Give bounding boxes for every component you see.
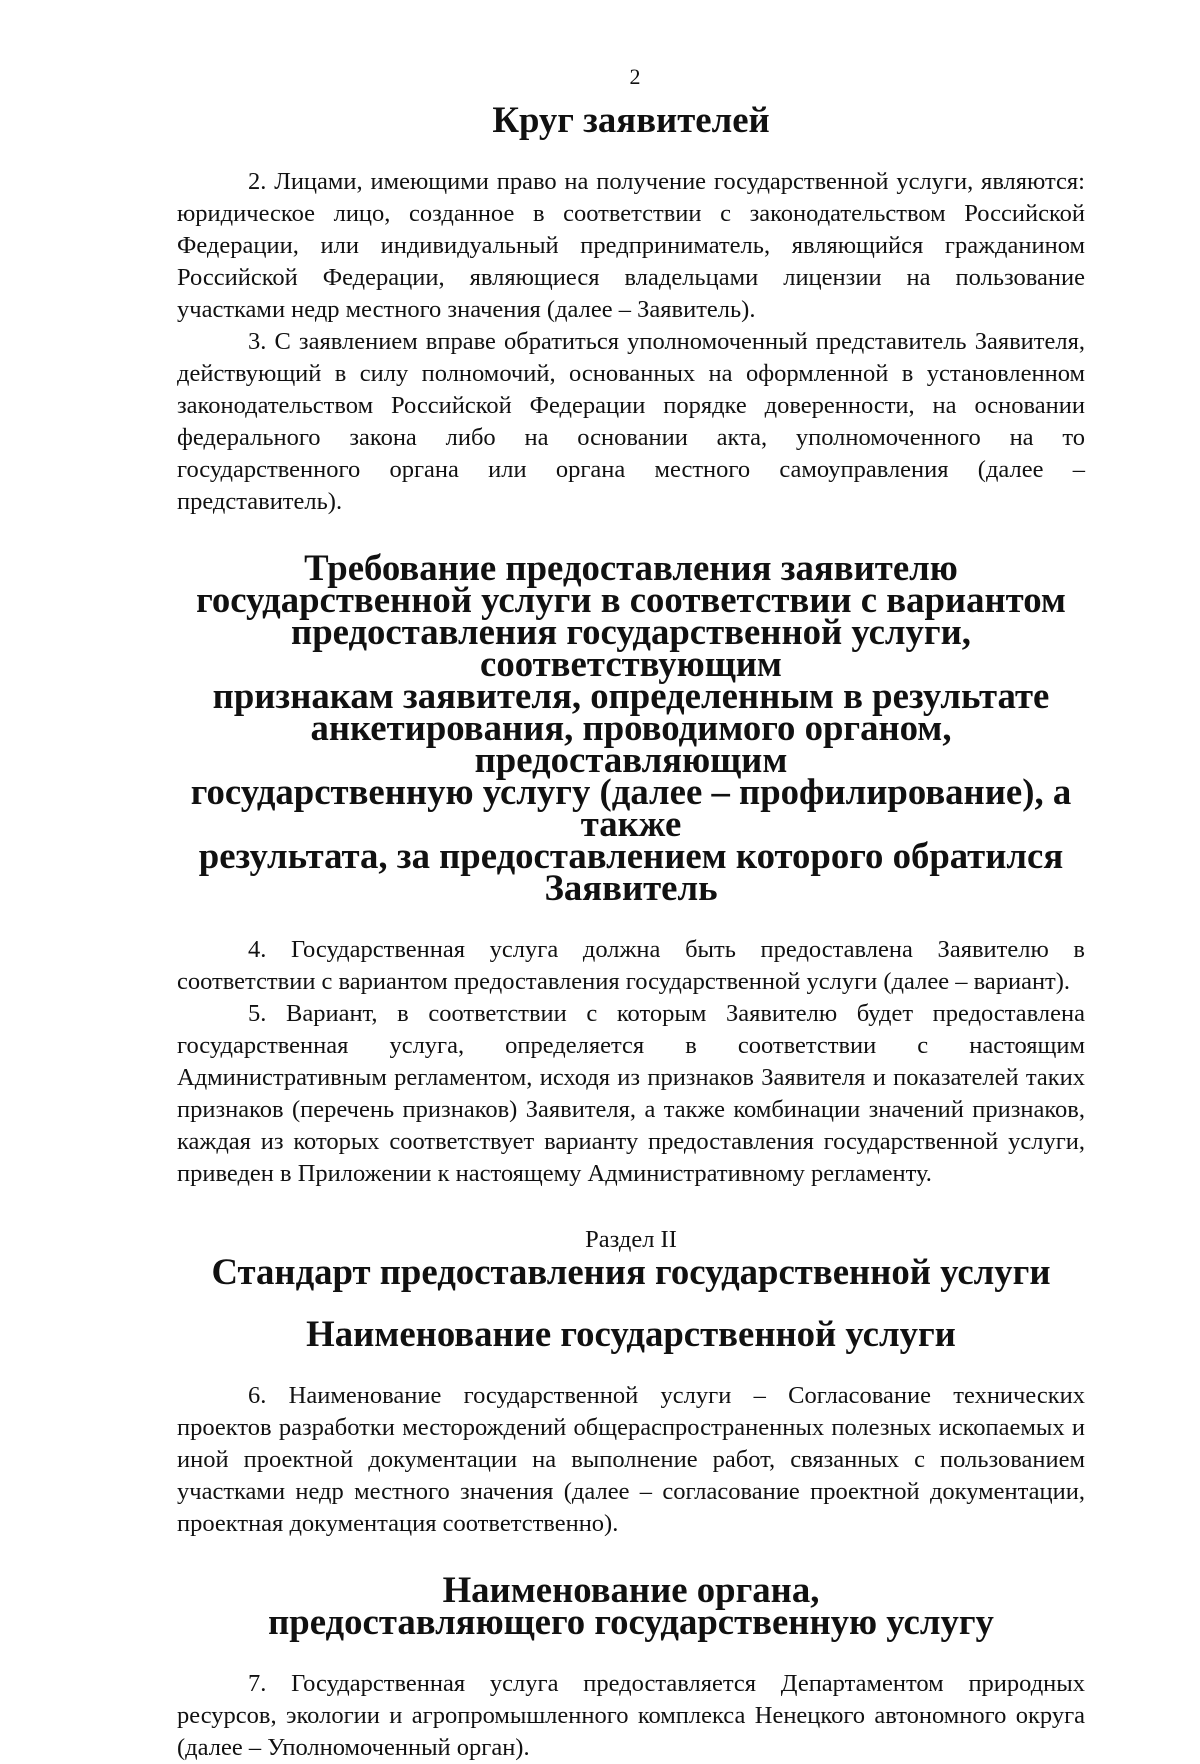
heading-authority-line: предоставляющего государственную услугу [268,1601,994,1642]
heading-requirement-line: предоставления государственной услуги, соответствующим [291,611,971,684]
heading-requirement-line: анкетирования, проводимого органом, предоставляющим [310,707,952,780]
paragraph-5: 5. Вариант, в соответствии с которым Заявителю будет предоставлена государственная услуга, определяется в соответствии с настоящим Административным регламентом, исходя из признаков Заявителя и показателей таких признаков (перечень признаков) Заявителя, а также комбинации значений признаков, каждая из которых соответствует варианту предоставления государственной услуги, приведен в Приложении к настоящему Административному регламенту. [177,1000,1085,1187]
heading-requirement-line: результата, за предоставлением которого обратился Заявитель [198,835,1064,908]
heading-authority [177,1569,1085,1642]
section-label: Раздел II [585,1226,677,1253]
heading-requirement-line: государственную услугу (далее – профилирование), а также [190,771,1072,844]
section-title: Стандарт предоставления государственной услуги [211,1251,1051,1292]
paragraph-4: 4. Государственная услуга должна быть предоставлена Заявителю в соответствии с вариантом предоставления государственной услуги (далее – вариант). [177,936,1085,995]
paragraph-6: 6. Наименование государственной услуги – Согласование технических проектов разработки месторождений общераспространенных полезных ископаемых и иной проектной документации на выполнение работ, связанных с пользованием участками недр местного значения (далее – согласование проектной документации, проектная документация соответственно). [177,1382,1085,1537]
heading-requirement-line: признакам заявителя, определенным в результате [212,675,1050,716]
paragraph-3: 3. С заявлением вправе обратиться уполномоченный представитель Заявителя, действующий в силу полномочий, основанных на оформленной в установленном законодательством Российской Федерации порядке доверенности, на основании федерального закона либо на основании акта, уполномоченного на то государственного органа или органа местного самоуправления (далее – представитель). [177,328,1085,515]
heading-requirement-line: государственной услуги в соответствии с вариантом [196,579,1066,620]
heading-applicants: Круг заявителей [492,99,770,140]
heading-requirement [177,547,1085,908]
heading-requirement-line: Требование предоставления заявителю [304,547,958,588]
page-number: 2 [629,64,641,89]
heading-service-name: Наименование государственной услуги [306,1313,956,1354]
heading-authority-line: Наименование органа, [442,1569,820,1610]
paragraph-2: 2. Лицами, имеющими право на получение государственной услуги, являются: юридическое лицо, созданное в соответствии с законодательством Российской Федерации, или индивидуальный предприниматель, являющийся гражданином Российской Федерации, являющиеся владельцами лицензии на пользование участками недр местного значения (далее – Заявитель). [177,168,1085,323]
paragraph-7: 7. Государственная услуга предоставляется Департаментом природных ресурсов, экологии и агропромышленного комплекса Ненецкого автономного округа (далее – Уполномоченный орган). [177,1670,1085,1761]
